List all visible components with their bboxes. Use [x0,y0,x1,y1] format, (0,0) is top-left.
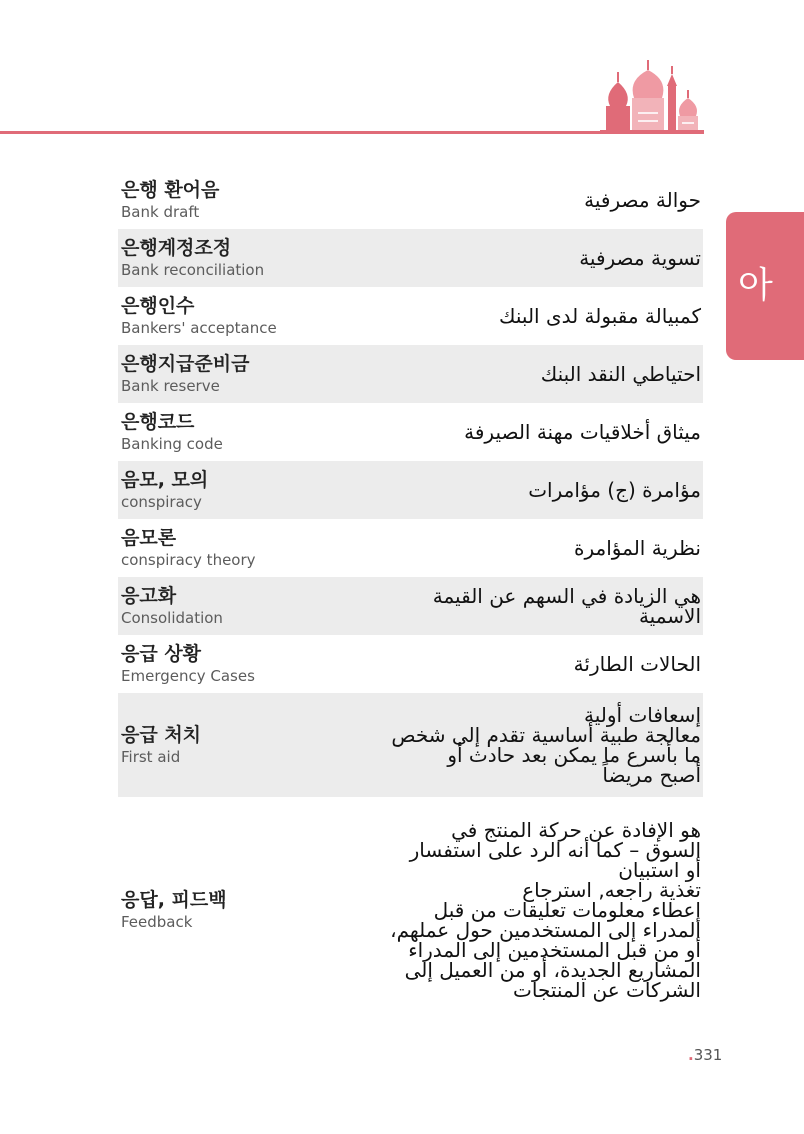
arabic-line: الحالات الطارئة [573,652,701,676]
english-term: Emergency Cases [121,667,255,685]
english-term: Bank reconciliation [121,261,265,279]
glossary-entry [118,229,703,287]
arabic-line: معالجة طبية أساسية تقدم إلى شخص [391,723,701,747]
arabic-line: إعطاء معلومات تعليقات من قبل [433,898,701,922]
english-term: Bank reserve [121,377,220,395]
arabic-line: إسعافات أولية [584,703,701,727]
header-rule [0,131,703,134]
korean-term: 은행계정조정 [121,237,232,259]
section-tab-label: 아 [738,265,773,306]
glossary-entry [118,345,703,403]
page-number-dot: . [688,1046,694,1064]
arabic-definition [574,538,703,558]
arabic-definition [464,422,703,442]
arabic-definition [528,480,703,500]
english-term: Feedback [121,913,193,931]
arabic-definition [541,364,703,384]
arabic-line: كمبيالة مقبولة لدى البنك [499,304,701,328]
korean-term: 은행인수 [121,295,195,317]
english-term: Bankers' acceptance [121,319,277,337]
arabic-line: احتياطي النقد البنك [540,362,701,386]
arabic-line: مؤامرة (ج) مؤامرات [528,478,701,502]
arabic-line: السوق – كما أنه الرد على استفسار [409,838,701,862]
glossary-entry [118,577,703,635]
korean-term: 음모, 모의 [121,469,209,491]
arabic-definition [433,586,703,626]
arabic-line: ميثاق أخلاقيات مهنة الصيرفة [464,420,701,444]
glossary-entry [118,461,703,519]
korean-term: 은행지급준비금 [121,353,250,375]
arabic-line: أو استبيان [618,858,701,882]
arabic-line: أصبح مريضاً [602,763,701,787]
arabic-line: حوالة مصرفية [584,188,701,212]
arabic-line: تغذية راجعه, استرجاع [522,878,701,902]
arabic-definition [391,705,703,785]
korean-term: 응급 상황 [121,643,202,665]
korean-term: 은행코드 [121,411,195,433]
korean-term: 응급 처치 [121,724,202,746]
english-term: conspiracy theory [121,551,256,569]
arabic-line: أو من قبل المستخدمين إلى المدراء [408,938,701,962]
glossary-entry [118,635,703,693]
korean-term: 음모론 [121,527,177,549]
arabic-definition [584,190,703,210]
glossary-entry [118,403,703,461]
page-number-value: 331 [693,1046,723,1064]
arabic-definition [499,306,703,326]
korean-term: 응고화 [121,585,177,607]
glossary-entry [118,693,703,797]
arabic-line: نظرية المؤامرة [574,536,701,560]
arabic-line: تسوية مصرفية [579,246,701,270]
arabic-definition [579,248,703,268]
korean-term: 응답, 피드백 [121,889,227,911]
section-tab[interactable] [726,212,804,360]
english-term: Banking code [121,435,223,453]
glossary-entry [118,519,703,577]
glossary-list [118,171,703,1023]
korean-term: 은행 환어음 [121,179,220,201]
glossary-entry [118,287,703,345]
mosque-domes-icon [600,58,704,134]
arabic-line: هو الإفادة عن حركة المنتج في [451,818,701,842]
arabic-definition [390,820,703,1000]
arabic-definition [574,654,703,674]
english-term: conspiracy [121,493,202,511]
english-term: Consolidation [121,609,223,627]
arabic-line: الاسمية [638,604,701,628]
arabic-line: المدراء إلى المستخدمين حول عملهم، [390,918,701,942]
english-term: First aid [121,748,181,766]
arabic-line: ما بأسرع ما يمكن بعد حادث أو [447,743,701,767]
glossary-entry [118,171,703,229]
arabic-line: المشاريع الجديدة، أو من العميل إلى [404,958,701,982]
english-term: Bank draft [121,203,200,221]
page-number [688,1046,722,1064]
arabic-line: الشركات عن المنتجات [513,978,701,1002]
arabic-line: هي الزيادة في السهم عن القيمة [432,584,701,608]
glossary-entry [118,797,703,1023]
